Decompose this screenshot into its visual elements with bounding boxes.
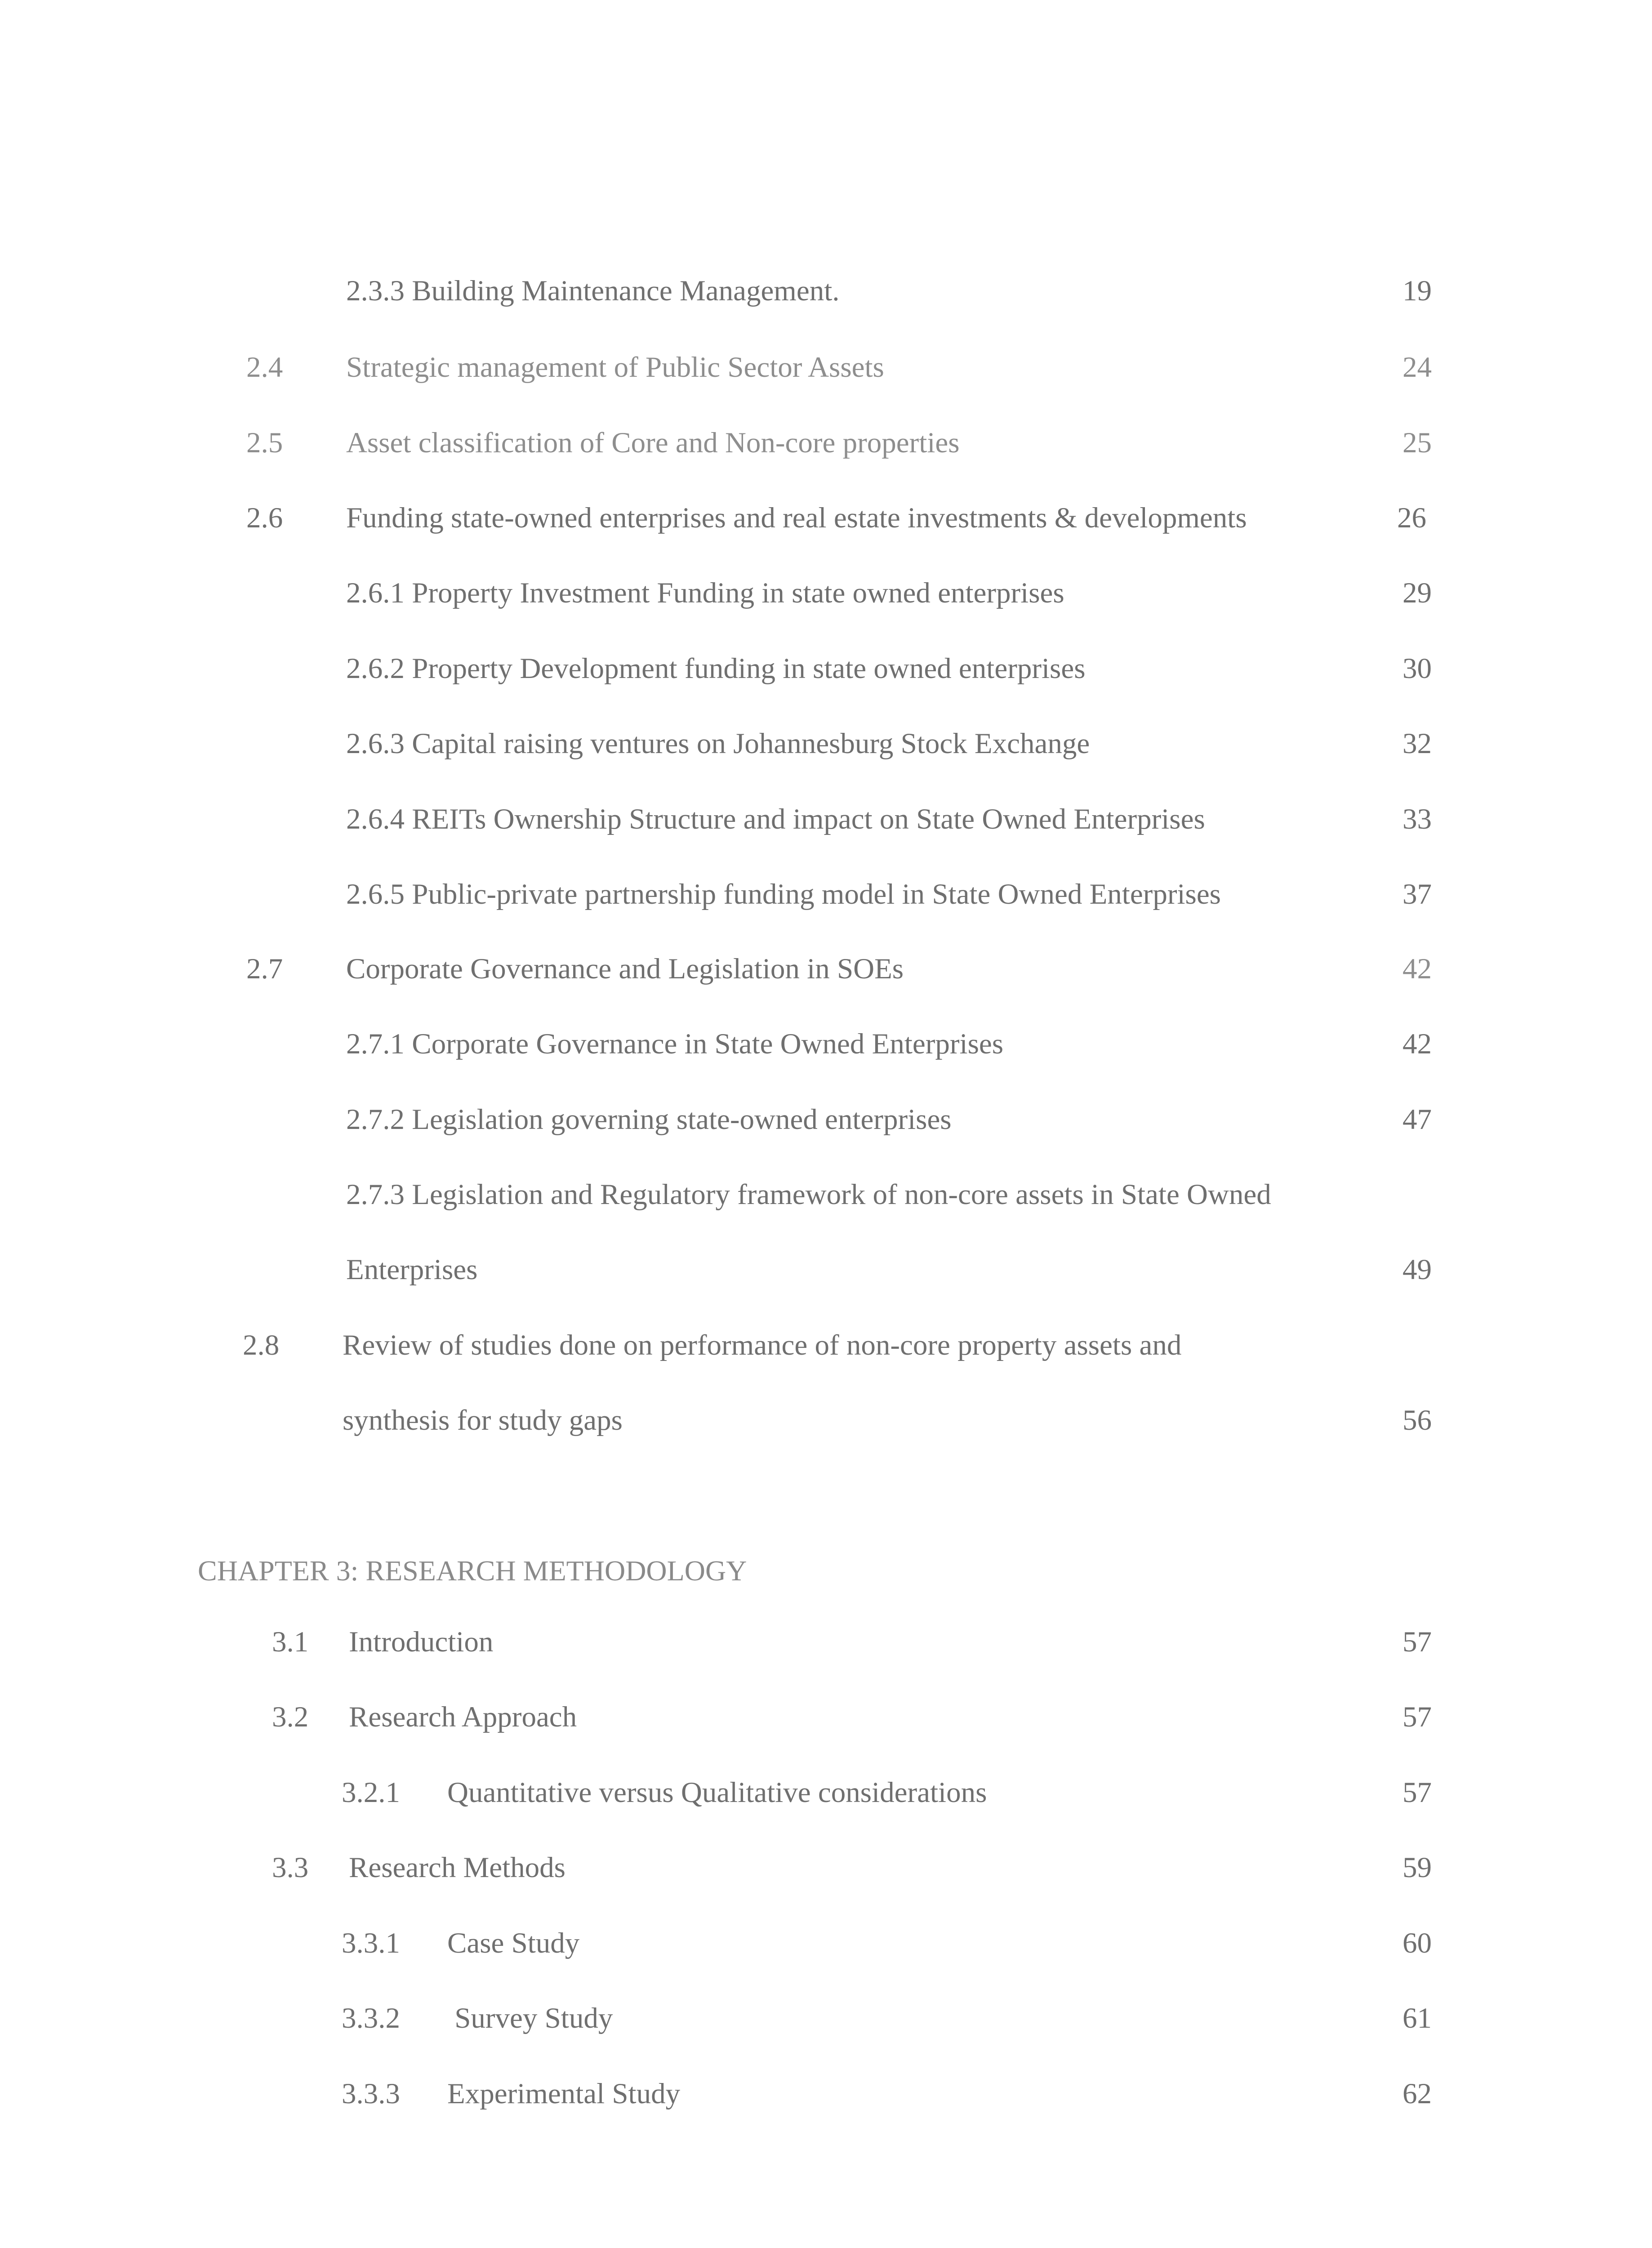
entry-page: 61 bbox=[1403, 2002, 1432, 2034]
entry-number: 3.3.1 bbox=[342, 1927, 400, 1959]
entry-page: 60 bbox=[1403, 1927, 1432, 1959]
toc-entry-3-3-1 bbox=[0, 1929, 1652, 1969]
toc-entry-2-8 bbox=[0, 1331, 1652, 1371]
toc-entry-2-5 bbox=[0, 428, 1652, 469]
entry-title: Funding state-owned enterprises and real estate investments & developments bbox=[346, 502, 1247, 534]
toc-entry-3-2 bbox=[0, 1703, 1652, 1743]
entry-title: Research Methods bbox=[349, 1851, 566, 1884]
entry-number: 2.6 bbox=[246, 502, 283, 534]
entry-page: 37 bbox=[1403, 878, 1432, 910]
toc-entry-3-3 bbox=[0, 1853, 1652, 1894]
entry-page: 42 bbox=[1403, 1028, 1432, 1060]
entry-number: 3.3 bbox=[272, 1851, 309, 1884]
toc-entry-2-7-3 bbox=[0, 1180, 1652, 1221]
entry-title: 2.7.2 Legislation governing state-owned enterprises bbox=[346, 1103, 952, 1136]
entry-title: 2.6.4 REITs Ownership Structure and impact on State Owned Enterprises bbox=[346, 803, 1205, 835]
entry-page: 30 bbox=[1403, 652, 1432, 685]
entry-page: 49 bbox=[1403, 1253, 1432, 1286]
chapter-heading bbox=[0, 1557, 1652, 1597]
entry-title-line-2: Enterprises bbox=[346, 1253, 478, 1286]
entry-page: 24 bbox=[1403, 351, 1432, 384]
entry-title: 2.6.1 Property Investment Funding in state owned enterprises bbox=[346, 577, 1064, 609]
entry-title: Research Approach bbox=[349, 1701, 577, 1733]
entry-title: 2.7.1 Corporate Governance in State Owned Enterprises bbox=[346, 1028, 1004, 1060]
entry-page: 56 bbox=[1403, 1404, 1432, 1436]
toc-entry-3-3-2 bbox=[0, 2004, 1652, 2044]
entry-title: 2.6.5 Public-private partnership funding model in State Owned Enterprises bbox=[346, 878, 1221, 910]
entry-title: Introduction bbox=[349, 1626, 494, 1658]
entry-title: Corporate Governance and Legislation in SOEs bbox=[346, 953, 904, 985]
entry-title-line-1: Review of studies done on performance of non-core property assets and bbox=[343, 1329, 1182, 1361]
entry-page: 57 bbox=[1403, 1626, 1432, 1658]
toc-entry-2-4 bbox=[0, 353, 1652, 393]
entry-number: 2.5 bbox=[246, 427, 283, 459]
entry-page: 62 bbox=[1403, 2078, 1432, 2110]
toc-entry-3-1 bbox=[0, 1628, 1652, 1668]
entry-page: 42 bbox=[1403, 953, 1432, 985]
entry-number: 3.3.2 bbox=[342, 2002, 400, 2034]
entry-title: Experimental Study bbox=[447, 2078, 681, 2110]
entry-title: Case Study bbox=[447, 1927, 580, 1959]
entry-title: Survey Study bbox=[447, 2002, 613, 2034]
toc-entry-2-8-continued bbox=[0, 1406, 1652, 1446]
entry-number: 3.3.3 bbox=[342, 2078, 400, 2110]
entry-page: 59 bbox=[1403, 1851, 1432, 1884]
entry-number: 3.1 bbox=[272, 1626, 309, 1658]
entry-title: Strategic management of Public Sector Assets bbox=[346, 351, 884, 384]
toc-entry-2-7-3-continued bbox=[0, 1255, 1652, 1296]
toc-entry-2-3-3 bbox=[0, 277, 1652, 317]
entry-title-line-1: 2.7.3 Legislation and Regulatory framework of non-core assets in State Owned bbox=[346, 1178, 1271, 1211]
toc-entry-3-2-1 bbox=[0, 1778, 1652, 1819]
entry-number: 2.7 bbox=[246, 953, 283, 985]
entry-page: 26 bbox=[1397, 502, 1426, 534]
toc-entry-2-6-5 bbox=[0, 880, 1652, 920]
entry-number: 3.2.1 bbox=[342, 1776, 400, 1809]
toc-entry-3-3-3 bbox=[0, 2079, 1652, 2120]
entry-title: Asset classification of Core and Non-core properties bbox=[346, 427, 960, 459]
entry-page: 47 bbox=[1403, 1103, 1432, 1136]
chapter-title: CHAPTER 3: RESEARCH METHODOLOGY bbox=[198, 1555, 747, 1587]
entry-title-line-2: synthesis for study gaps bbox=[343, 1404, 623, 1436]
toc-entry-2-7-1 bbox=[0, 1030, 1652, 1070]
entry-number: 3.2 bbox=[272, 1701, 309, 1733]
toc-entry-2-6-3 bbox=[0, 729, 1652, 770]
entry-page: 32 bbox=[1403, 727, 1432, 760]
entry-page: 33 bbox=[1403, 803, 1432, 835]
toc-entry-2-7-2 bbox=[0, 1105, 1652, 1146]
entry-title: 2.6.3 Capital raising ventures on Johannesburg Stock Exchange bbox=[346, 727, 1090, 760]
toc-entry-2-7 bbox=[0, 955, 1652, 995]
toc-entry-2-6-2 bbox=[0, 654, 1652, 695]
toc-entry-2-6-4 bbox=[0, 805, 1652, 845]
entry-page: 25 bbox=[1403, 427, 1432, 459]
entry-title: 2.6.2 Property Development funding in state owned enterprises bbox=[346, 652, 1086, 685]
toc-entry-2-6 bbox=[0, 504, 1652, 544]
entry-title: 2.3.3 Building Maintenance Management. bbox=[346, 275, 840, 307]
entry-page: 19 bbox=[1403, 275, 1432, 307]
entry-page: 57 bbox=[1403, 1701, 1432, 1733]
entry-number: 2.4 bbox=[246, 351, 283, 384]
entry-title: Quantitative versus Qualitative considerations bbox=[447, 1776, 987, 1809]
toc-entry-2-6-1 bbox=[0, 579, 1652, 619]
entry-page: 29 bbox=[1403, 577, 1432, 609]
entry-number: 2.8 bbox=[243, 1329, 280, 1361]
entry-page: 57 bbox=[1403, 1776, 1432, 1809]
